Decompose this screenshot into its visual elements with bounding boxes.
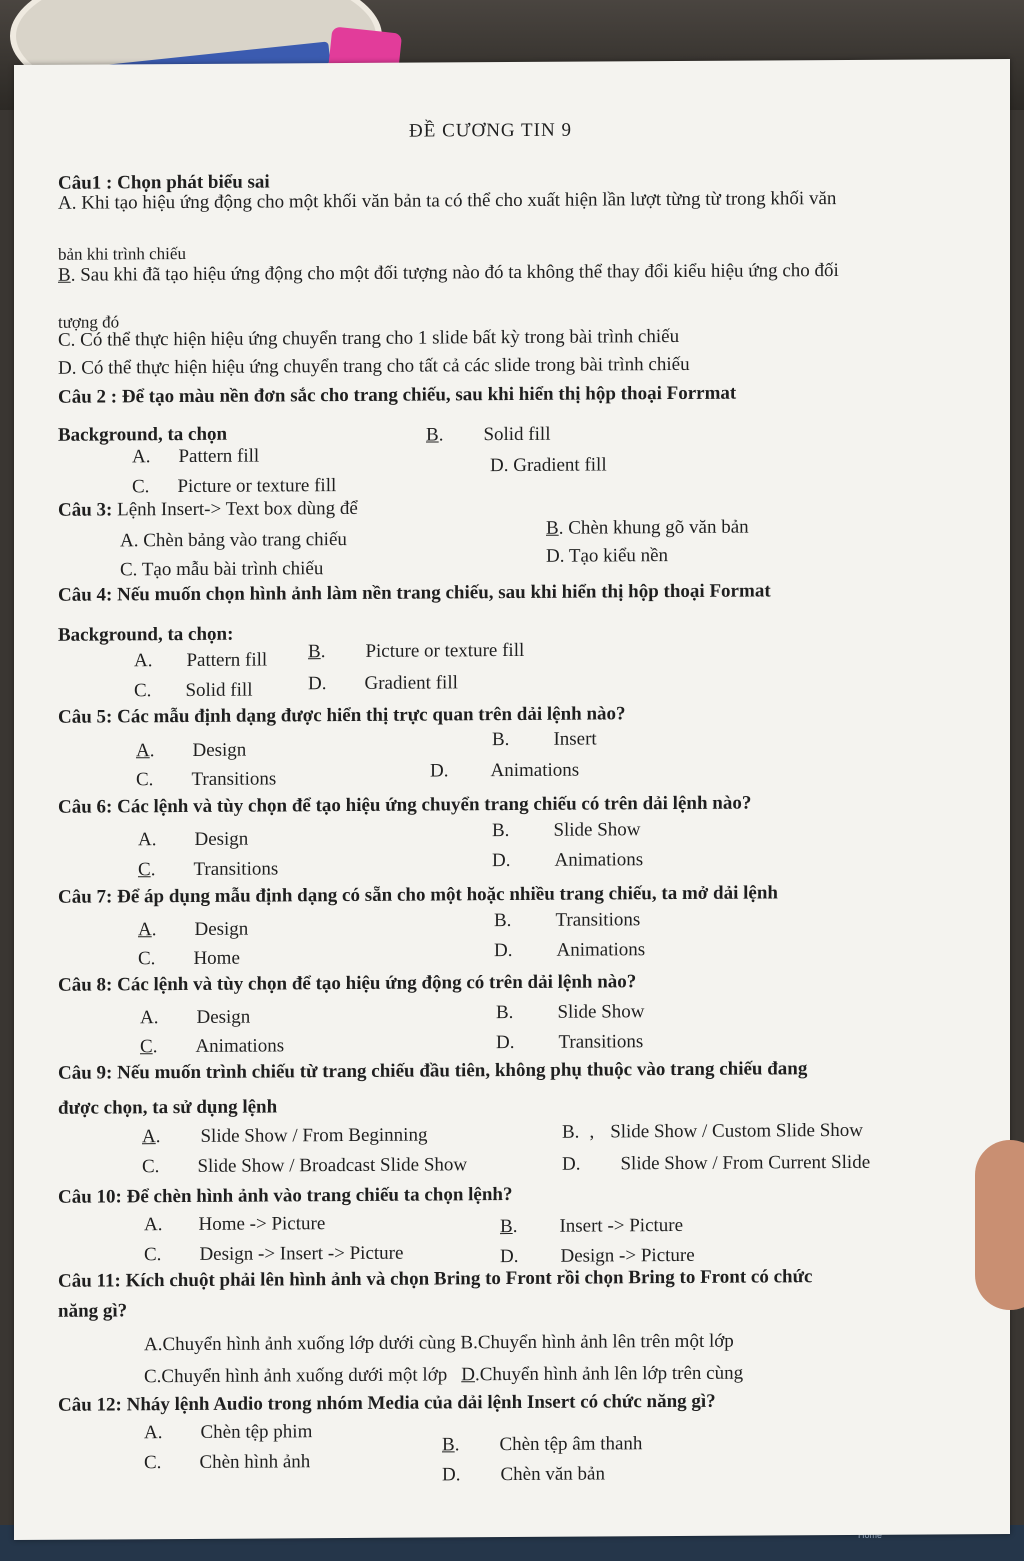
- q4-option-a: [134, 649, 267, 673]
- q9-option-d-text: Slide Show / From Current Slide: [620, 1151, 871, 1175]
- q10-option-b-text: Insert -> Picture: [559, 1214, 684, 1237]
- q4-option-a-text: Pattern fill: [186, 649, 268, 671]
- q2-option-c-text: Picture or texture fill: [177, 475, 337, 498]
- q7-option-d-letter: D.: [494, 939, 513, 962]
- q11-option-d-text: .Chuyển hình ảnh lên lớp trên cùng: [474, 1362, 744, 1386]
- q9-option-d-letter: D.: [562, 1153, 581, 1175]
- q6-option-b-text: Slide Show: [553, 819, 641, 841]
- q9-option-b-letter: B.: [562, 1121, 580, 1143]
- q10-option-a: [144, 1213, 325, 1237]
- thumb-finger: [975, 1140, 1024, 1310]
- q12-option-a-text: Chèn tệp phim: [200, 1421, 313, 1443]
- q12-option-b-letter: B: [442, 1434, 455, 1456]
- q3-option-d: D. Tạo kiểu nền: [546, 545, 669, 567]
- q7-stem: Câu 7: Để áp dụng mẫu định dạng có sẵn cho một hoặc nhiều trang chiếu, ta mở dải lệnh: [58, 882, 778, 908]
- q11-stem-line1: Câu 11: Kích chuột phải lên hình ảnh và chọn Bring to Front rồi chọn Bring to Front có chức: [58, 1266, 813, 1292]
- q3-option-a: A. Chèn bảng vào trang chiếu: [120, 529, 347, 552]
- q9-option-c-text: Slide Show / Broadcast Slide Show: [197, 1154, 468, 1177]
- q2-option-b-letter: B: [426, 424, 439, 446]
- q5-option-a-letter: A: [136, 740, 150, 762]
- q9-stem-line1: Câu 9: Nếu muốn trình chiếu từ trang chiếu đầu tiên, không phụ thuộc vào trang chiếu đang: [58, 1058, 808, 1084]
- q8-option-d-text: Transitions: [558, 1031, 644, 1053]
- q10-option-d: [500, 1245, 695, 1269]
- q10-option-c-letter: C.: [144, 1244, 162, 1266]
- q1-stem: Câu1 : Chọn phát biểu sai: [58, 171, 270, 194]
- q9-option-a-text: Slide Show / From Beginning: [200, 1124, 428, 1147]
- q12-option-c: [144, 1451, 310, 1475]
- q2-option-a-letter: A.: [132, 446, 151, 468]
- q3-stem-label: Câu 3:: [58, 499, 113, 521]
- q5-stem: Câu 5: Các mẫu định dạng được hiển thị trực quan trên dải lệnh nào?: [58, 703, 626, 728]
- q5-option-b-text: Insert: [553, 728, 597, 750]
- q6-option-d: [492, 849, 643, 873]
- q10-option-c-text: Design -> Insert -> Picture: [199, 1242, 404, 1265]
- q5-option-d-letter: D.: [430, 760, 449, 782]
- q7-option-b-letter: B.: [494, 910, 512, 932]
- q3-option-c: C. Tạo mẫu bài trình chiếu: [120, 558, 324, 581]
- q4-stem-line2: Background, ta chọn:: [58, 623, 234, 646]
- q10-option-d-letter: D.: [500, 1245, 519, 1268]
- q1-option-b-text: . Sau khi đã tạo hiệu ứng động cho một đối tượng nào đó ta không thể thay đổi kiểu hiệu ứng cho đối: [70, 260, 839, 286]
- q9-option-a-dot: .: [155, 1126, 161, 1148]
- q6-option-a-letter: A.: [138, 829, 157, 851]
- q4-option-a-letter: A.: [134, 650, 153, 672]
- q4-option-d-letter: D.: [308, 673, 327, 695]
- q9-option-c-letter: C.: [142, 1156, 160, 1178]
- q10-option-a-text: Home -> Picture: [198, 1213, 326, 1235]
- q9-stem-line2: được chọn, ta sử dụng lệnh: [58, 1096, 278, 1119]
- q4-option-c-text: Solid fill: [185, 679, 253, 701]
- q2-option-a-text: Pattern fill: [178, 445, 260, 468]
- q7-option-c: [138, 948, 240, 971]
- q6-option-d-letter: D.: [492, 850, 511, 872]
- q3-option-b-letter: B: [546, 517, 559, 539]
- q4-option-b-text: Picture or texture fill: [365, 639, 525, 662]
- q11-options-ab: A.Chuyển hình ảnh xuống lớp dưới cùng B.Chuyển hình ảnh lên trên một lớp: [144, 1330, 734, 1356]
- q4-option-c: [134, 680, 252, 704]
- q2-option-a: [132, 446, 259, 470]
- q5-option-a-text: Design: [192, 739, 247, 761]
- q5-option-b: [492, 728, 597, 751]
- q8-option-a-letter: A.: [140, 1007, 159, 1029]
- q6-option-d-text: Animations: [554, 849, 644, 871]
- q8-option-c-text: Animations: [195, 1035, 285, 1057]
- q5-option-b-letter: B.: [492, 729, 510, 751]
- q3-option-b-text: . Chèn khung gõ văn bản: [558, 516, 749, 539]
- q5-option-a: [136, 740, 246, 763]
- q6-option-a-text: Design: [194, 828, 249, 850]
- q1-option-a-line2: bản khi trình chiếu: [58, 243, 186, 264]
- q4-option-b: [308, 640, 524, 664]
- q7-option-b: [494, 909, 640, 933]
- background-label: Home: [858, 1530, 883, 1540]
- q8-option-d: [496, 1031, 643, 1055]
- q10-stem: Câu 10: Để chèn hình ảnh vào trang chiếu ta chọn lệnh?: [58, 1183, 513, 1208]
- q1-option-b-letter: B: [58, 264, 71, 286]
- q6-option-c-text: Transitions: [193, 858, 279, 880]
- q7-option-b-text: Transitions: [555, 909, 641, 931]
- q2-option-d: D. Gradient fill: [490, 454, 607, 477]
- q8-option-d-letter: D.: [496, 1031, 515, 1054]
- exam-paper: [14, 59, 1010, 1540]
- q7-option-a-text: Design: [194, 918, 249, 940]
- q2-stem-line2: Background, ta chọn: [58, 423, 228, 446]
- q5-option-d-text: Animations: [490, 759, 580, 782]
- q9-option-b: [562, 1120, 863, 1145]
- q8-option-b-text: Slide Show: [557, 1001, 645, 1023]
- q7-option-c-text: Home: [193, 947, 240, 969]
- q9-option-a-letter: A: [142, 1126, 156, 1148]
- q6-option-c-dot: .: [150, 859, 156, 881]
- q11-option-c: C.Chuyển hình ảnh xuống dưới một lớp: [144, 1364, 448, 1388]
- q6-option-a: [138, 829, 248, 852]
- q2-option-c: [132, 475, 336, 499]
- q12-option-c-letter: C.: [144, 1452, 162, 1474]
- q8-option-c-dot: .: [152, 1036, 158, 1058]
- q2-option-b: [426, 424, 550, 448]
- q12-option-d-text: Chèn văn bản: [500, 1463, 605, 1486]
- q8-option-a: [140, 1007, 250, 1030]
- q5-option-d: [430, 760, 579, 784]
- q7-option-d-text: Animations: [556, 939, 646, 961]
- q4-option-b-letter: B: [308, 641, 321, 663]
- q3-stem-text: Lệnh Insert-> Text box dùng để: [112, 497, 358, 521]
- q12-option-a: [144, 1421, 312, 1445]
- q2-option-b-dot: .: [438, 424, 444, 446]
- q12-option-c-text: Chèn hình ảnh: [199, 1451, 311, 1473]
- q5-option-c-letter: C.: [136, 769, 154, 791]
- q8-option-b-letter: B.: [496, 1001, 514, 1024]
- q12-option-b-dot: .: [454, 1434, 460, 1456]
- q10-option-b-letter: B: [500, 1215, 513, 1238]
- q7-option-a-letter: A: [138, 919, 152, 941]
- q2-stem-line1: Câu 2 : Để tạo màu nền đơn sắc cho trang chiếu, sau khi hiển thị hộp thoại Forrmat: [58, 382, 737, 408]
- q9-option-a: [142, 1125, 427, 1150]
- q12-option-d-letter: D.: [442, 1464, 461, 1486]
- q3-option-b: [546, 517, 749, 541]
- q9-option-c: [142, 1154, 467, 1179]
- q6-option-c: [138, 858, 278, 882]
- q8-option-c-letter: C: [140, 1036, 153, 1058]
- q4-stem-line1: Câu 4: Nếu muốn chọn hình ảnh làm nền trang chiếu, sau khi hiển thị hộp thoại Format: [58, 580, 771, 606]
- q1-option-b-line2: tượng đó: [58, 312, 120, 332]
- q10-option-d-text: Design -> Picture: [560, 1244, 695, 1267]
- q7-option-a-dot: .: [151, 919, 157, 941]
- q10-option-c: [144, 1243, 403, 1267]
- q4-option-c-letter: C.: [134, 680, 152, 702]
- q6-stem: Câu 6: Các lệnh và tùy chọn để tạo hiệu ứng chuyển trang chiếu có trên dải lệnh nào?: [58, 792, 752, 818]
- q12-option-d: [442, 1463, 605, 1487]
- q1-option-c: C. Có thể thực hiện hiệu ứng chuyển trang cho 1 slide bất kỳ trong bài trình chiếu: [58, 325, 680, 351]
- q10-option-a-letter: A.: [144, 1214, 163, 1236]
- q9-option-d: [562, 1152, 870, 1177]
- q6-option-b: [492, 819, 641, 843]
- q4-option-d-text: Gradient fill: [364, 672, 458, 694]
- q5-option-a-dot: .: [149, 740, 155, 762]
- q5-option-c-text: Transitions: [191, 768, 277, 790]
- q12-option-a-letter: A.: [144, 1422, 163, 1444]
- q12-option-b-text: Chèn tệp âm thanh: [499, 1433, 643, 1456]
- q10-option-b-dot: .: [512, 1215, 518, 1237]
- q2-option-c-letter: C.: [132, 476, 150, 498]
- q5-option-c: [136, 768, 276, 792]
- q9-option-b-text: Slide Show / Custom Slide Show: [610, 1119, 864, 1143]
- page-title: ĐỀ CƯƠNG TIN 9: [409, 119, 572, 142]
- q8-stem: Câu 8: Các lệnh và tùy chọn để tạo hiệu ứng động có trên dải lệnh nào?: [58, 971, 637, 996]
- q6-option-b-letter: B.: [492, 820, 510, 842]
- q4-option-b-dot: .: [320, 641, 326, 663]
- q7-option-d: [494, 939, 645, 963]
- q4-option-d: [308, 672, 458, 696]
- q7-option-a: [138, 919, 248, 942]
- q1-option-a-line1: A. Khi tạo hiệu ứng động cho một khối văn bản ta có thể cho xuất hiện lần lượt từng từ trong khối văn: [58, 188, 837, 214]
- q11-option-d-letter: D: [461, 1364, 475, 1386]
- q1-option-b-line1: [58, 260, 839, 288]
- q12-option-b: [442, 1433, 642, 1457]
- q9-option-b-mark: ,: [589, 1121, 595, 1143]
- q8-option-c: [140, 1035, 284, 1059]
- q12-stem: Câu 12: Nháy lệnh Audio trong nhóm Media của dải lệnh Insert có chức năng gì?: [58, 1390, 716, 1416]
- q2-option-b-text: Solid fill: [483, 423, 551, 446]
- q8-option-a-text: Design: [196, 1006, 251, 1028]
- q1-option-d: D. Có thể thực hiện hiệu ứng chuyển trang cho tất cả các slide trong bài trình chiếu: [58, 353, 690, 379]
- q11-stem-line2: năng gì?: [58, 1300, 128, 1322]
- q8-option-b: [496, 1001, 645, 1025]
- q6-option-c-letter: C: [138, 859, 151, 881]
- q11-option-c-d: [144, 1363, 743, 1389]
- q3-stem: [58, 498, 358, 523]
- q7-option-c-letter: C.: [138, 948, 156, 970]
- q10-option-b: [500, 1215, 683, 1239]
